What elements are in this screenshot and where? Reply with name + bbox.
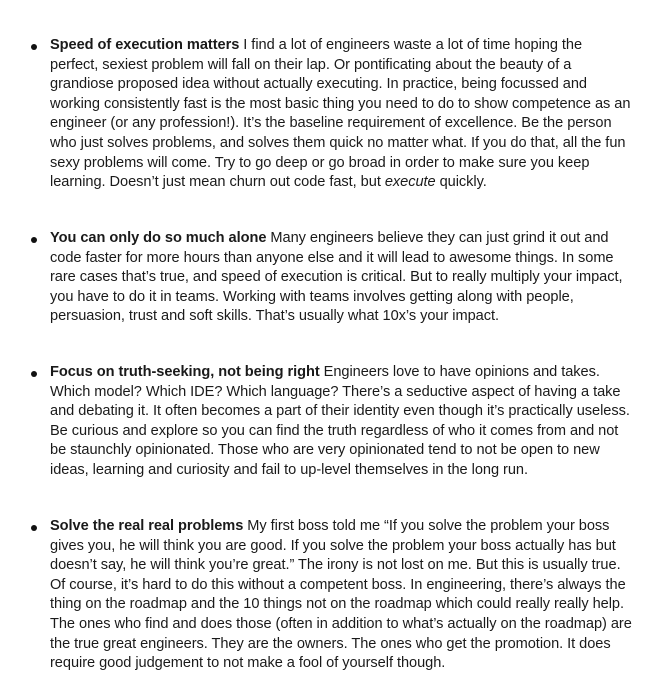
item-tail: quickly. — [435, 174, 487, 191]
list-item-truth-seeking — [50, 363, 632, 481]
item-heading: Focus on truth-seeking, not being right — [50, 364, 320, 380]
list-item-real-problems — [50, 517, 632, 674]
item-body: I find a lot of engineers waste a lot of time hoping the perfect, sexiest problem will fall on their lap. Or pontificating about the beauty of a grandiose proposed idea without actually executing. In practice, being focussed and working consistently fast is the most basic thing you need to do to show competence as an engineer (or any profession!). It’s the baseline requirement of excellence. Be the person who just solves problems, and solves them quick no matter what. If you do that, all the fun sexy problems will come. Try to go deep or go broad in order to make sure you keep learning. Doesn’t just mean churn out code fast, but — [50, 37, 631, 191]
item-heading: Speed of execution matters — [50, 37, 240, 53]
list-item-only-so-much-alone — [50, 229, 632, 327]
item-heading: Solve the real real problems — [50, 518, 244, 534]
item-emphasis: execute — [384, 174, 436, 191]
item-body: My first boss told me “If you solve the problem your boss gives you, he will think you are good. If you solve the problem your boss actually has but doesn’t say, he will think you’re great.” The irony is not lost on me. But this is usually true. Of course, it’s hard to do this without a competent boss. In engineering, there’s always the thing on the roadmap and the 10 things not on the roadmap which could really really help. The ones who find and does those (often in addition to what’s actually on the roadmap) are the true great engineers. They are the owners. The ones who get the promotion. It does require good judgement to not make a fool of yourself though. — [50, 518, 632, 672]
item-body: Many engineers believe they can just grind it out and code faster for more hours than anyone else and it will lead to awesome things. In some rare cases that’s true, and speed of execution is critical. But to really multiply your impact, you have to do it in teams. Working with teams involves getting along with people, persuasion, trust and soft skills. That’s usually what 10x’s your impact. — [50, 230, 623, 325]
list-item-speed-of-execution — [50, 36, 632, 193]
bullet-icon — [31, 371, 37, 377]
bullet-icon — [31, 237, 37, 243]
bullet-icon — [31, 525, 37, 531]
item-body: Engineers love to have opinions and takes. Which model? Which IDE? Which language? There’s a seductive aspect of having a take and debating it. It often becomes a part of their identity even though it’s practically useless. Be curious and explore so you can find the truth regardless of who it comes from and not be staunchly opinionated. Those who are very opinionated tend to not be open to new ideas, learning and curiosity and fail to up-level themselves in the long run. — [50, 364, 630, 478]
bullet-icon — [31, 44, 37, 50]
item-heading: You can only do so much alone — [50, 230, 267, 246]
